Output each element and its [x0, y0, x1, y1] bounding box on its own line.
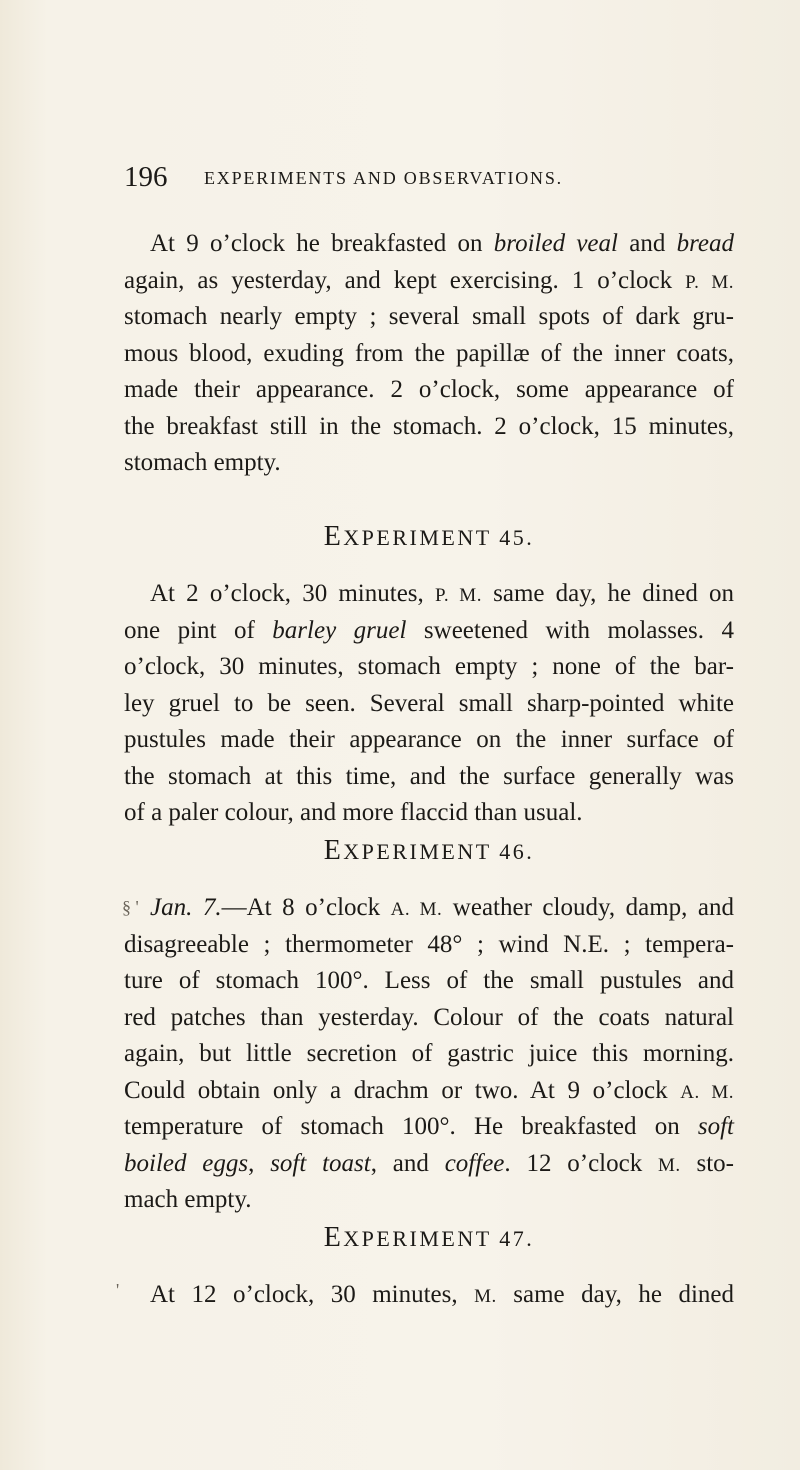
text-run: temperature of stomach 100°. He breakfasted on [124, 1113, 698, 1140]
text-run: At 12 o’clock, 30 minutes, [150, 1281, 475, 1308]
paragraph-breakfast [124, 226, 734, 482]
heading-experiment-45 [124, 522, 734, 553]
heading-experiment-47 [124, 1223, 734, 1254]
time-abbreviation: A. M. [680, 1081, 734, 1103]
text-run: , and [370, 1149, 445, 1177]
text-run: and [617, 230, 677, 257]
text-line [124, 1109, 734, 1146]
text-line [124, 1073, 734, 1110]
heading-rest: XPERIMENT 47. [343, 1226, 535, 1251]
text-run: one pint of [124, 616, 273, 644]
text-line [124, 1277, 734, 1314]
italic-food-name: soft toast [270, 1149, 371, 1177]
text-line: the breakfast still in the stomach. 2 o’clock, 15 minutes, [124, 412, 734, 440]
text-run: Could obtain only a drachm or two. At 9 o’clock [124, 1076, 681, 1104]
page-number: 196 [124, 161, 168, 193]
italic-food-name: coffee [444, 1149, 505, 1177]
text-line: again, but little secretion of gastric juice this morning. [124, 1040, 734, 1067]
text-line: pustules made their appearance on the inner surface of [124, 726, 734, 753]
italic-food-name: soft [697, 1113, 734, 1140]
text-line [124, 890, 734, 927]
heading-rest: XPERIMENT 46. [343, 839, 535, 864]
text-line: red patches than yesterday. Colour of the coats natural [124, 1003, 734, 1031]
running-title: EXPERIMENTS AND OBSERVATIONS. [204, 168, 563, 188]
time-abbreviation: P. M. [434, 585, 482, 606]
text-line: mous blood, exuding from the papillæ of the inner coats, [124, 339, 734, 367]
text-run: At 2 o’clock, 30 minutes, [150, 580, 435, 607]
margin-mark: § ' [122, 897, 139, 917]
text-line: mach empty. [124, 1186, 252, 1213]
paragraph-experiment-45 [124, 576, 734, 832]
italic-food-name: bread [676, 230, 734, 257]
heading-initial: E [323, 1222, 344, 1253]
text-line: disagreeable ; thermometer 48° ; wind N.E. ; tempera- [124, 930, 734, 958]
text-run: same day, he dined on [481, 580, 734, 607]
time-abbreviation: A. M. [390, 899, 443, 920]
text-run: —At 8 o’clock [221, 894, 391, 921]
text-run: same day, he dined [496, 1281, 734, 1308]
text-line [124, 1146, 734, 1183]
heading-initial: E [323, 521, 344, 552]
text-line: of a paler colour, and more flaccid than usual. [124, 799, 583, 826]
time-abbreviation: M. [474, 1286, 497, 1307]
text-run: sto- [680, 1149, 734, 1177]
text-run: weather cloudy, damp, and [442, 894, 735, 921]
text-line: ture of stomach 100°. Less of the small pustules and [124, 967, 734, 994]
text-line: stomach empty. [124, 449, 281, 476]
italic-food-name: barley gruel [272, 616, 407, 644]
paragraph-experiment-46 [124, 890, 734, 1219]
text-run: again, as yesterday, and kept exercising. 1 o’clock [124, 266, 686, 294]
text-line [124, 226, 734, 263]
text-line: o’clock, 30 minutes, stomach empty ; none of the bar- [124, 653, 734, 680]
text-line: made their appearance. 2 o’clock, some appearance of [124, 376, 734, 403]
text-run: . 12 o’clock [504, 1149, 659, 1177]
text-run: At 9 o’clock he breakfasted on [150, 230, 494, 257]
text-line: stomach nearly empty ; several small spots of dark gru- [124, 303, 734, 330]
italic-date: Jan. 7. [150, 894, 222, 921]
text-line [124, 263, 734, 300]
text-line: the stomach at this time, and the surface generally was [124, 762, 734, 790]
margin-mark: ' [116, 1280, 120, 1300]
text-line: ley gruel to be seen. Several small sharp-pointed white [124, 689, 734, 717]
text-line [124, 613, 734, 650]
italic-food-name: broiled veal [493, 230, 618, 257]
italic-food-name: boiled eggs [124, 1149, 249, 1177]
heading-rest: XPERIMENT 45. [343, 525, 535, 550]
text-line [124, 576, 734, 613]
page-header [124, 159, 724, 199]
heading-initial: E [323, 835, 344, 866]
time-abbreviation: P. M. [685, 271, 735, 293]
text-run: , [248, 1149, 271, 1177]
time-abbreviation: M. [658, 1154, 681, 1176]
paragraph-experiment-47 [124, 1277, 734, 1314]
text-run: sweetened with molasses. 4 [406, 616, 734, 644]
heading-experiment-46 [124, 836, 734, 867]
